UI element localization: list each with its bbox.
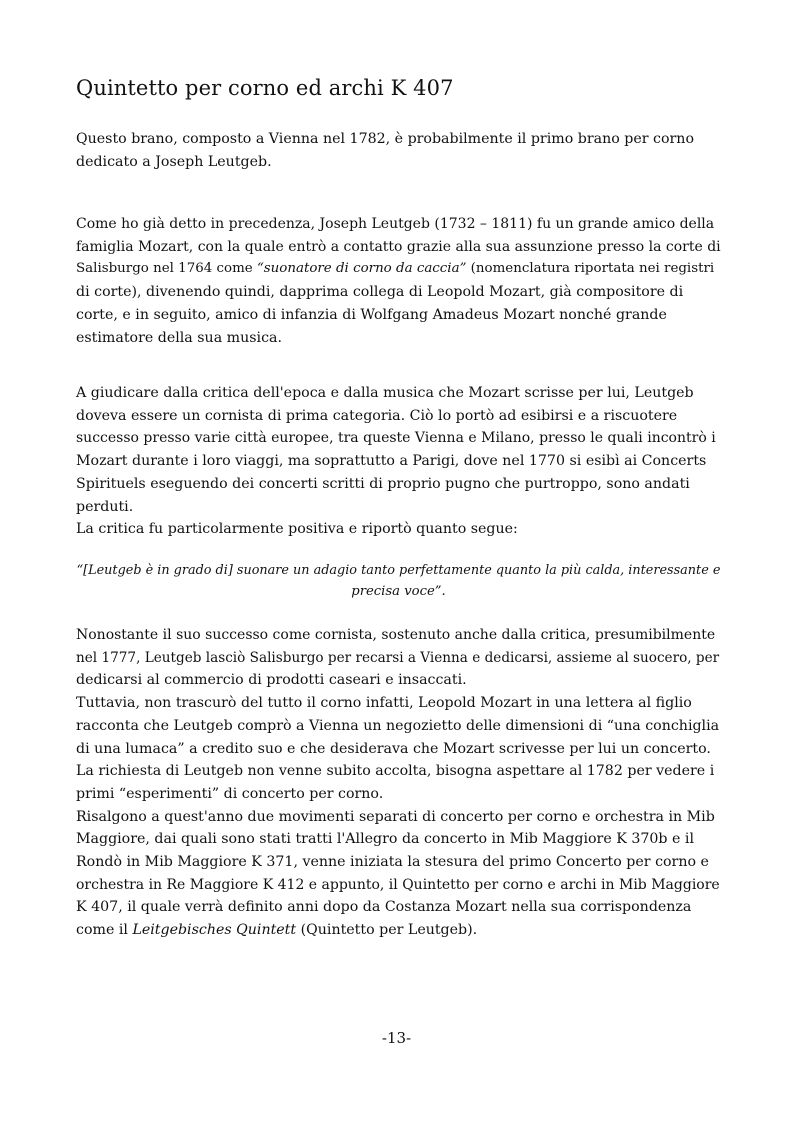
text-line: La richiesta di Leutgeb non venne subito accolta, bisogna aspettare al 1782 per vedere i xyxy=(76,763,715,780)
text-line: Mozart durante i loro viaggi, ma soprattutto a Parigi, dove nel 1770 si esibì ai Concerts xyxy=(76,453,707,470)
text-line: perduti. xyxy=(76,498,134,515)
text-line: Maggiore, dai quali sono stati tratti l'Allegro da concerto in Mib Maggiore K 370b e il xyxy=(76,831,695,848)
text-line: Rondò in Mib Maggiore K 371, venne iniziata la stesura del primo Concerto per corno e xyxy=(76,854,709,871)
text-line: dedicato a Joseph Leutgeb. xyxy=(76,153,272,170)
text-line: Come ho già detto in precedenza, Joseph Leutgeb (1732 – 1811) fu un grande amico della xyxy=(76,216,715,232)
text-line: di una lumaca” a credito suo e che desiderava che Mozart scrivesse per lui un concerto. xyxy=(76,740,711,757)
text-run: come il xyxy=(76,922,133,939)
text-line: La critica fu particolarmente positiva e riportò quanto segue: xyxy=(76,521,518,538)
text-line: corte, e in seguito, amico di infanzia di Wolfgang Amadeus Mozart nonché grande xyxy=(76,306,667,323)
text-run: (nomenclatura riportata nei registri xyxy=(466,261,715,277)
text-line: K 407, il quale verrà definito anni dopo da Costanza Mozart nella sua corrispondenza xyxy=(76,899,692,916)
italic-title-run: Leitgebisches Quintett xyxy=(132,922,297,939)
text-line: nel 1777, Leutgeb lasciò Salisburgo per recarsi a Vienna e dedicarsi, assieme al suocero, per xyxy=(76,649,720,666)
text-line: Risalgono a quest'anno due movimenti separati di concerto per corno e orchestra in Mib xyxy=(76,808,715,825)
text-line: di corte), divenendo quindi, dapprima collega di Leopold Mozart, già compositore di xyxy=(76,284,684,301)
text-line: successo presso varie città europee, tra queste Vienna e Milano, presso le quali incontrò i xyxy=(76,430,716,447)
paragraph-intro xyxy=(76,128,721,173)
text-line xyxy=(76,919,721,942)
paragraph-leutgeb-bio xyxy=(76,213,721,349)
page-number: -13- xyxy=(381,1029,412,1047)
text-line xyxy=(76,258,721,281)
text-run: Salisburgo nel 1764 come xyxy=(76,261,257,277)
text-line: Questo brano, composto a Vienna nel 1782, è probabilmente il primo brano per corno xyxy=(76,131,694,147)
paragraph-vienna xyxy=(76,624,721,942)
text-line: orchestra in Re Maggiore K 412 e appunto, il Quintetto per corno e archi in Mib Maggiore xyxy=(76,876,720,893)
text-line: dedicarsi al commercio di prodotti caseari e insaccati. xyxy=(76,672,467,689)
page-title: Quintetto per corno ed archi K 407 xyxy=(76,76,454,100)
quote-line: “[Leutgeb è in grado di] suonare un adagio tanto perfettamente quanto la più calda, interessante e xyxy=(76,563,721,578)
text-line: primi “esperimenti” di concerto per corno. xyxy=(76,785,384,802)
text-run: (Quintetto per Leutgeb). xyxy=(296,922,478,939)
block-quote xyxy=(76,560,721,602)
text-line: Tuttavia, non trascurò del tutto il corno infatti, Leopold Mozart in una lettera al figlio xyxy=(76,695,692,712)
text-line: estimatore della sua musica. xyxy=(76,329,282,346)
text-line: Nonostante il suo successo come cornista, sostenuto anche dalla critica, presumibilmente xyxy=(76,627,716,643)
text-line: Spirituels eseguendo dei concerti scritti di proprio pugno che purtroppo, sono andati xyxy=(76,475,690,492)
text-line: doveva essere un cornista di prima categoria. Ciò lo portò ad esibirsi e a riscuotere xyxy=(76,407,678,424)
text-line: A giudicare dalla critica dell'epoca e dalla musica che Mozart scrisse per lui, Leutgeb xyxy=(76,385,694,401)
paragraph-critica xyxy=(76,382,721,541)
quote-line: precisa voce”. xyxy=(351,584,446,599)
text-line: racconta che Leutgeb comprò a Vienna un negozietto delle dimensioni di “una conchiglia xyxy=(76,717,720,734)
text-line: famiglia Mozart, con la quale entrò a contatto grazie alla sua assunzione presso la corte di xyxy=(76,238,721,255)
italic-quote-run: “suonatore di corno da caccia” xyxy=(256,261,467,277)
